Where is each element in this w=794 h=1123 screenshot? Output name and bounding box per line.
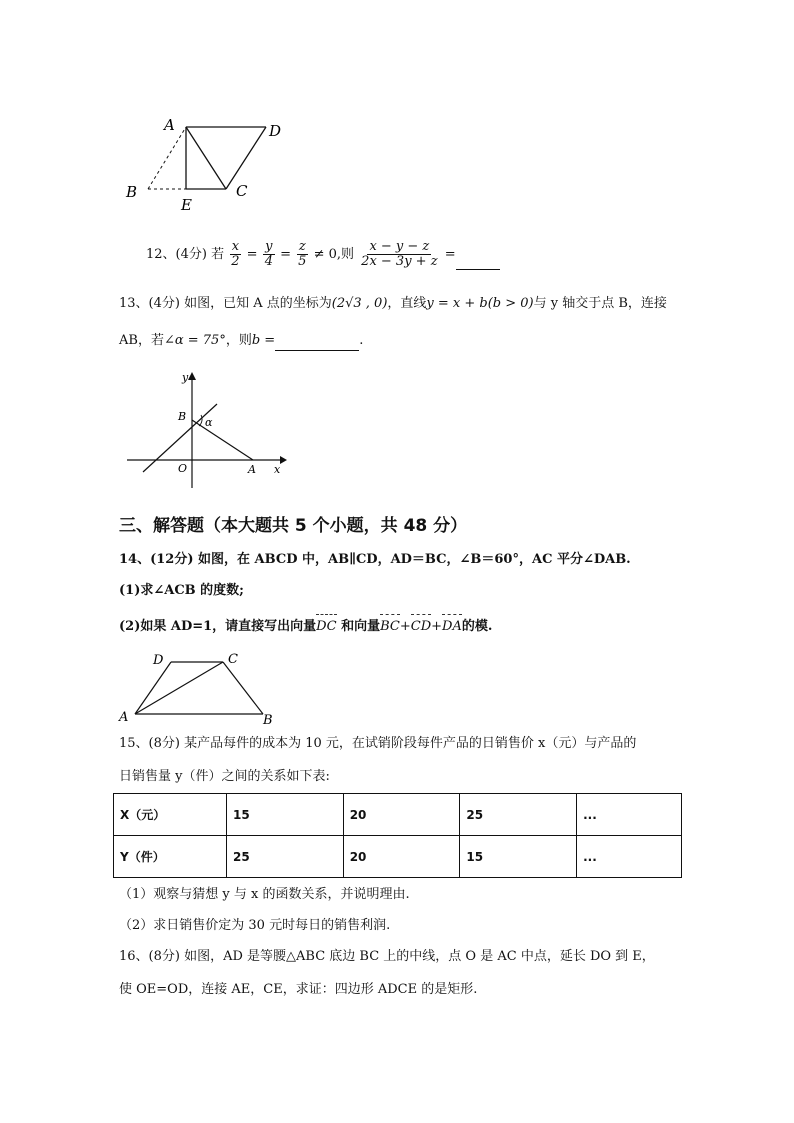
table-cell: X（元）: [114, 794, 227, 836]
vector-dc: DC: [316, 617, 336, 637]
label-c: C: [228, 652, 238, 667]
vector-da: DA: [442, 617, 462, 637]
table-cell: 15: [227, 794, 344, 836]
table-cell: 25: [460, 794, 577, 836]
question-15-line-1: 15、(8分) 某产品每件的成本为 10 元，在试销阶段每件产品的日销售价 x（元）与产品的: [119, 736, 637, 751]
question-14-part-2: (2)如果 AD=1，请直接写出向量DC 和向量BC+CD+DA的模.: [119, 617, 492, 637]
label-b: B: [263, 713, 273, 728]
table-row: [114, 794, 682, 836]
label-axis-x: x: [274, 463, 281, 476]
table-cell: 15: [460, 836, 577, 878]
figure-coordinate-axes: [125, 368, 290, 490]
table-cell: 20: [343, 794, 460, 836]
fraction-expression: $\frac{x - y - z}{2x - 3y + z}$: [361, 239, 438, 269]
vector-bc: BC: [380, 617, 400, 637]
table-cell: ...: [577, 794, 682, 836]
label-a: A: [119, 710, 129, 725]
question-14-part-1: (1)求∠ACB 的度数;: [119, 583, 244, 598]
coord-a: (2√3 , 0): [331, 296, 388, 311]
label-o: O: [178, 462, 188, 475]
figure-trapezoid-adce: [120, 112, 290, 217]
q12-prefix: 12、(4分) 若: [146, 247, 225, 262]
price-sales-table: [113, 793, 682, 878]
label-b: B: [178, 410, 187, 423]
answer-blank-12[interactable]: [456, 269, 500, 270]
table-cell: 20: [343, 836, 460, 878]
question-12: 12、(4分) 若 $\frac{x}{2}$ = $\frac{y}{4}$ = $\frac{z}{5}$ ≠ 0,则 $\frac{x - y - z}{2x - 3y + z}$ =: [146, 240, 500, 270]
section-3-heading: 三、解答题（本大题共 5 个小题，共 48 分）: [119, 516, 468, 536]
table-cell: Y（件）: [114, 836, 227, 878]
question-14-line-1: 14、(12分) 如图，在 ABCD 中，AB∥CD，AD＝BC，∠B＝60°，AC 平分∠DAB.: [119, 552, 631, 567]
vector-cd: CD: [411, 617, 431, 637]
fraction-x-2: $\frac{x}{2}$: [231, 239, 240, 269]
figure-trapezoid-abcd: [115, 648, 280, 728]
table-cell: ...: [577, 836, 682, 878]
question-13-line-1: 13、(4分) 如图，已知 A 点的坐标为(2√3 , 0)，直线y = x + b(b > 0)与 y 轴交于点 B，连接: [119, 296, 667, 311]
answer-blank-13[interactable]: [275, 350, 359, 351]
label-b: B: [126, 183, 138, 201]
question-15-line-2: 日销售量 y（件）之间的关系如下表:: [119, 769, 330, 784]
question-15-part-2: （2）求日销售价定为 30 元时每日的销售利润.: [119, 918, 391, 933]
question-13-line-2: AB，若∠α = 75°，则b = .: [119, 331, 363, 351]
label-alpha: α: [205, 416, 213, 429]
label-a: A: [248, 463, 256, 476]
label-axis-y: y: [182, 371, 189, 384]
question-16-line-1: 16、(8分) 如图，AD 是等腰△ABC 底边 BC 上的中线，点 O 是 AC 中点，延长 DO 到 E，: [119, 949, 655, 964]
fraction-z-5: $\frac{z}{5}$: [298, 239, 307, 269]
line-expression: y = x + b(b > 0): [426, 296, 534, 311]
table-cell: 25: [227, 836, 344, 878]
table-row: [114, 836, 682, 878]
label-d: D: [153, 653, 164, 668]
question-16-line-2: 使 OE=OD，连接 AE，CE，求证：四边形 ADCE 的是矩形.: [119, 982, 478, 997]
label-d: D: [269, 122, 282, 140]
question-15-part-1: （1）观察与猜想 y 与 x 的函数关系，并说明理由.: [119, 887, 410, 902]
label-c: C: [236, 182, 248, 200]
label-a: A: [164, 116, 175, 134]
label-e: E: [181, 196, 192, 214]
fraction-y-4: $\frac{y}{4}$: [264, 239, 273, 269]
